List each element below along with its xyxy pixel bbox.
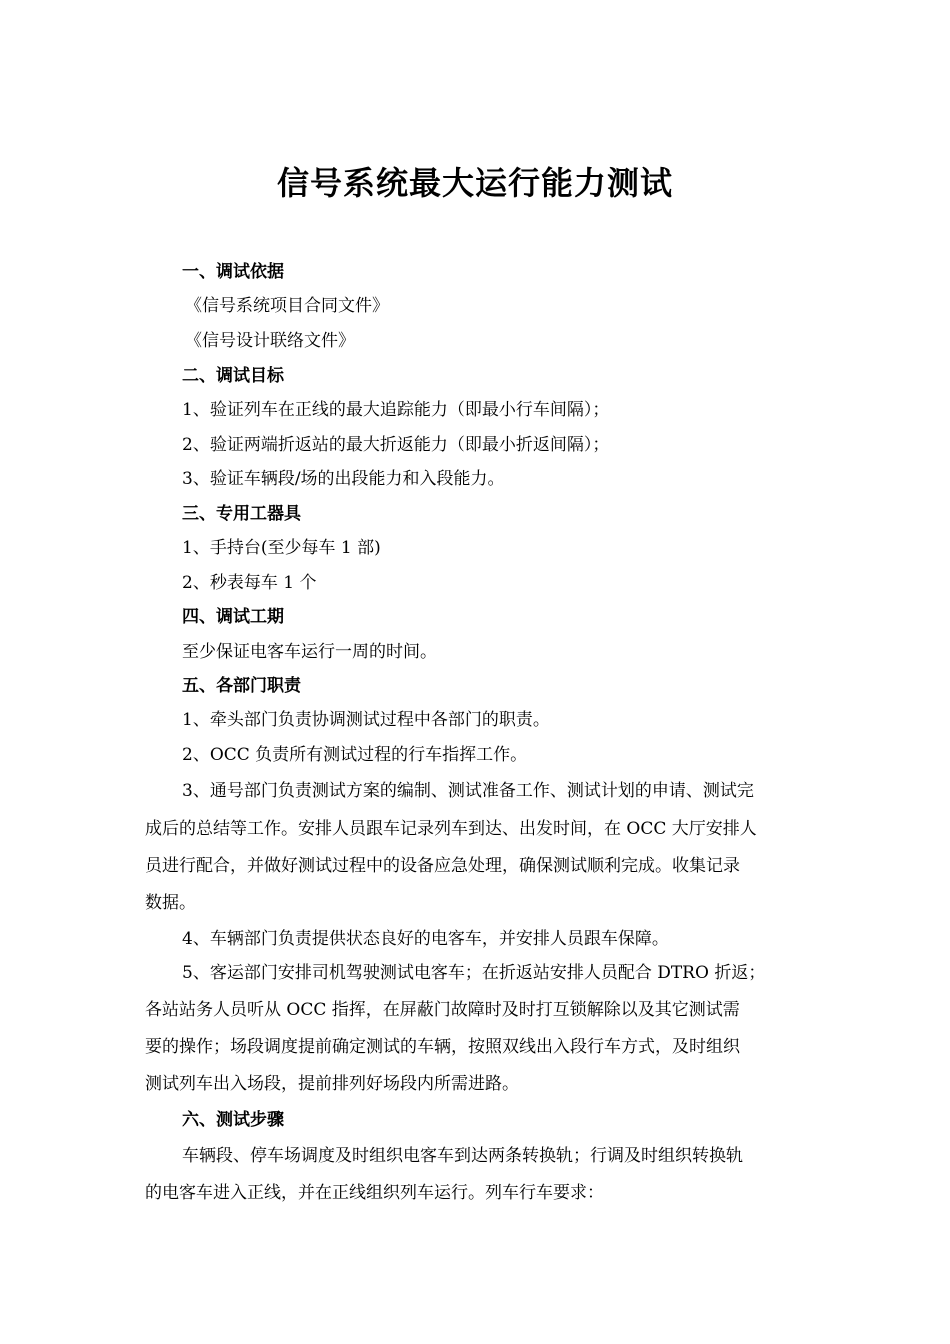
list-item: 2、秒表每车 1 个: [182, 573, 317, 593]
section-heading: 二、调试目标: [182, 366, 284, 386]
paragraph: 1、牵头部门负责协调测试过程中各部门的职责。: [182, 710, 550, 730]
section-heading: 三、专用工器具: [182, 504, 301, 524]
paragraph: 4、车辆部门负责提供状态良好的电客车，并安排人员跟车保障。: [182, 929, 669, 949]
paragraph-line: 数据。: [145, 893, 196, 913]
section-heading: 六、测试步骤: [182, 1110, 284, 1130]
paragraph-line: 要的操作；场段调度提前确定测试的车辆，按照双线出入段行车方式，及时组织: [145, 1037, 740, 1057]
paragraph-line: 成后的总结等工作。安排人员跟车记录列车到达、出发时间，在 OCC 大厅安排人: [145, 819, 757, 839]
list-item: 2、验证两端折返站的最大折返能力（即最小折返间隔）；: [182, 435, 610, 455]
paragraph-line: 的电客车进入正线，并在正线组织列车运行。列车行车要求：: [145, 1183, 604, 1203]
list-item: 1、手持台(至少每车 1 部): [182, 538, 381, 558]
list-item: 1、验证列车在正线的最大追踪能力（即最小行车间隔）；: [182, 400, 610, 420]
list-item: 《信号系统项目合同文件》: [185, 296, 389, 316]
section-heading: 一、调试依据: [182, 262, 284, 282]
paragraph-line: 车辆段、停车场调度及时组织电客车到达两条转换轨；行调及时组织转换轨: [182, 1146, 743, 1166]
paragraph-line: 各站站务人员听从 OCC 指挥，在屏蔽门故障时及时打互锁解除以及其它测试需: [145, 1000, 740, 1020]
paragraph: 2、OCC 负责所有测试过程的行车指挥工作。: [182, 745, 528, 765]
paragraph: 至少保证电客车运行一周的时间。: [182, 642, 437, 662]
section-heading: 四、调试工期: [182, 607, 284, 627]
paragraph-line: 员进行配合，并做好测试过程中的设备应急处理，确保测试顺利完成。收集记录: [145, 856, 740, 876]
list-item: 《信号设计联络文件》: [185, 331, 355, 351]
paragraph-line: 3、通号部门负责测试方案的编制、测试准备工作、测试计划的申请、测试完: [182, 781, 754, 801]
document-title: 信号系统最大运行能力测试: [276, 164, 673, 202]
list-item: 3、验证车辆段/场的出段能力和入段能力。: [182, 469, 505, 489]
section-heading: 五、各部门职责: [182, 676, 301, 696]
paragraph-line: 5、客运部门安排司机驾驶测试电客车；在折返站安排人员配合 DTRO 折返；: [182, 963, 766, 983]
paragraph-line: 测试列车出入场段，提前排列好场段内所需进路。: [145, 1074, 519, 1094]
